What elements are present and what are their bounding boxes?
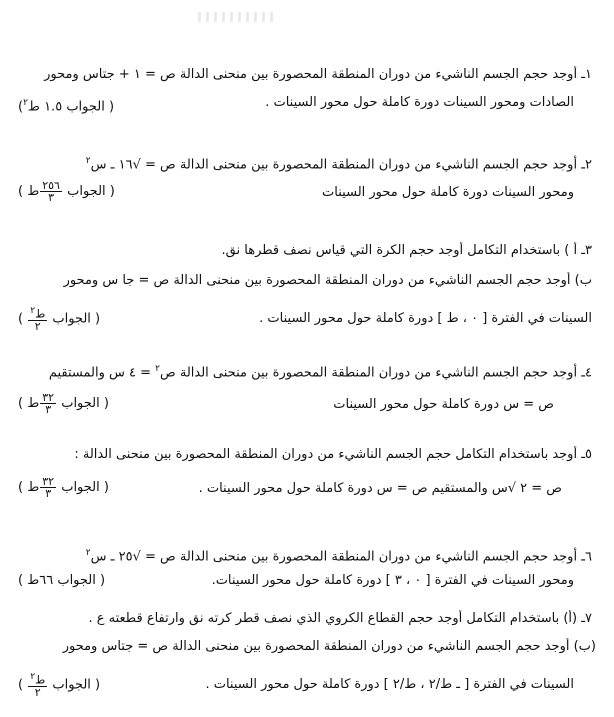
- answer-numerator: ٣٢: [42, 475, 55, 488]
- answer-close: ط ): [18, 184, 40, 199]
- answer-text: ( الجواب: [52, 677, 101, 693]
- answer-close: ): [18, 99, 24, 115]
- answer-numerator: [28, 306, 47, 321]
- problem-2-line-1-text: ٢ـ أوجد حجم الجسم الناشيء من دوران المنطقة المحصورة بين منحنى الدالة ص = √١٦ ـ س: [90, 157, 592, 173]
- answer-close: ط ): [18, 480, 40, 495]
- answer-denominator: ٢: [34, 319, 41, 333]
- answer-text: ( الجواب: [61, 396, 109, 411]
- answer-numerator: ٣٢: [42, 391, 55, 404]
- problem-6-exponent: ٢: [85, 548, 91, 558]
- problem-1-line-1: ١ـ أوجد حجم الجسم الناشيء من دوران المنطقة المحصورة بين منحنى الدالة ص = ١ + جتاس ومحور: [44, 67, 592, 82]
- answer-close: ): [18, 311, 24, 327]
- problem-3-line-2: ب) أوجد حجم الجسم الناشيء من دوران المنطقة المحصورة بين منحنى الدالة ص = جا س ومحور: [63, 273, 592, 288]
- answer-close: ): [18, 677, 24, 693]
- answer-numerator-exponent: ٢: [30, 306, 36, 316]
- answer-numerator: ٢٥٦: [42, 179, 60, 192]
- problem-6-line-2: ومحور السينات في الفترة [ ٠ ، ٣ ] دورة كاملة حول محور السينات.: [211, 573, 574, 588]
- problem-7-line-1: ٧ـ (أ) باستخدام التكامل أوجد حجم القطاع الكروي الذي نصف قطر كرته نق وارتفاع قطعته ع .: [88, 611, 592, 626]
- problem-6-answer: ( الجواب ٦٦ط ): [18, 573, 106, 588]
- problem-4-line-2: ص = س دورة كاملة حول محور السينات: [333, 397, 554, 412]
- problem-4-answer: [18, 392, 109, 415]
- problem-7-answer: [18, 672, 100, 698]
- problem-6-line-1-text: ٦ـ أوجد حجم الجسم الناشيء من دوران المنطقة المحصورة بين منحنى الدالة ص = √٢٥ ـ س: [90, 549, 592, 565]
- problem-3-line-1: ٣ـ أ ) باستخدام التكامل أوجد حجم الكرة التي قياس نصف قطرها نق.: [221, 243, 592, 258]
- problem-4-exponent: ٢: [155, 364, 160, 374]
- answer-numerator-text: ط: [35, 307, 46, 321]
- answer-text: ( الجواب ١.٥ ط: [27, 99, 115, 115]
- answer-denominator: ٣: [45, 403, 52, 416]
- answer-denominator: ٢: [34, 685, 41, 699]
- answer-text: ( الجواب: [52, 311, 101, 327]
- problem-5-line-1: ٥ـ أوجد باستخدام التكامل حجم الجسم الناشيء من دوران المنطقة المحصورة بين منحنى الدالة :: [74, 447, 592, 462]
- answer-denominator: ٣: [45, 487, 52, 500]
- answer-close: ط ): [18, 396, 40, 411]
- answer-exponent: ٢: [23, 98, 28, 108]
- scan-smudge: [198, 12, 278, 22]
- problem-1-line-2: الصادات ومحور السينات دورة كاملة حول محور السينات .: [265, 95, 574, 110]
- answer-text: ( الجواب: [67, 184, 115, 199]
- answer-text: ( الجواب: [61, 480, 109, 495]
- problem-5-line-2: ص = ٢ √س والمستقيم ص = س دورة كاملة حول محور السينات .: [198, 481, 562, 496]
- problem-6-line-1: [18, 544, 592, 566]
- problem-4-line-1-tail: = ٤ س والمستقيم: [48, 365, 152, 381]
- problem-3-line-3: السينات في الفترة [ ٠ ، ط ] دورة كاملة حول محور السينات .: [259, 311, 592, 326]
- answer-numerator: [28, 672, 47, 687]
- problem-2-exponent: ٢: [85, 156, 91, 166]
- problem-7-line-2: (ب) أوجد حجم الجسم الناشيء من دوران المنطقة المحصورة بين منحنى الدالة ص = جتاس ومحور: [62, 639, 596, 654]
- answer-denominator: ٣: [48, 191, 55, 204]
- problem-1-answer: [18, 94, 114, 116]
- answer-fraction: [40, 392, 56, 415]
- problem-7-line-3: السينات في الفترة [ ـ ط/٢ ، ط/٢ ] دورة كاملة حول محور السينات .: [205, 677, 574, 692]
- answer-numerator-text: ط: [35, 673, 46, 687]
- answer-fraction: [40, 476, 56, 499]
- answer-fraction: [40, 180, 62, 203]
- answer-fraction: [28, 306, 47, 332]
- problem-2-line-1: [18, 152, 592, 174]
- problem-2-line-2: ومحور السينات دورة كاملة حول محور السينات: [322, 185, 574, 200]
- problem-3-answer: [18, 306, 100, 332]
- problem-4-line-1: [18, 360, 592, 382]
- problem-5-answer: [18, 476, 109, 499]
- answer-fraction: [28, 672, 47, 698]
- problem-2-answer: [18, 180, 115, 203]
- answer-numerator-exponent: ٢: [30, 672, 36, 682]
- problem-4-line-1-text: ٤ـ أوجد حجم الجسم الناشيء من دوران المنطقة المحصورة بين منحنى الدالة ص: [160, 365, 592, 381]
